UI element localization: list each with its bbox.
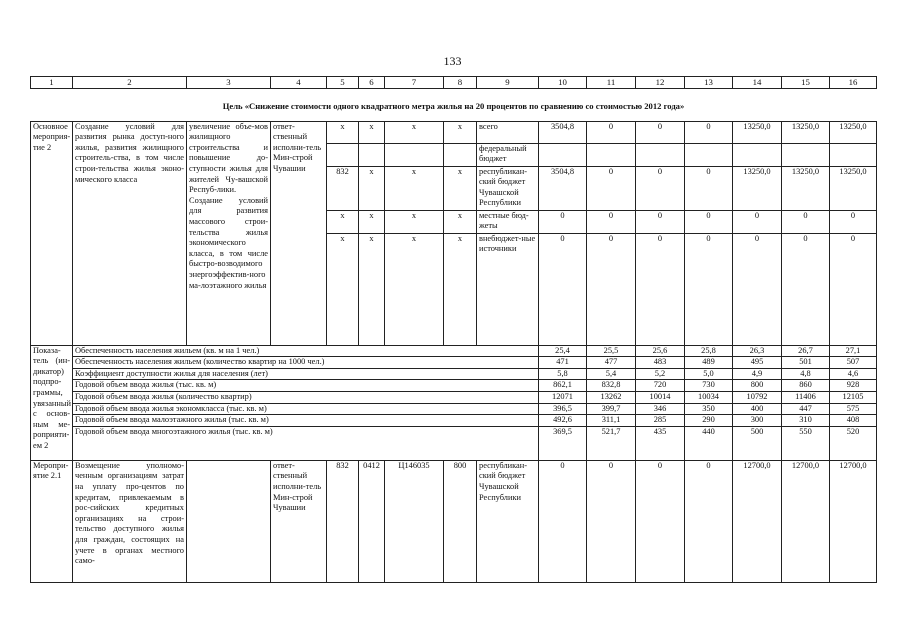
cell: 0	[587, 121, 636, 143]
cell	[444, 143, 477, 166]
col-header: 16	[830, 77, 877, 89]
col-header: 14	[733, 77, 782, 89]
cell: 0	[539, 233, 587, 345]
cell: 300	[733, 415, 782, 427]
table-row	[31, 460, 877, 582]
indicator-row	[31, 380, 877, 392]
cell: 27,1	[830, 345, 877, 357]
cell: 396,5	[539, 403, 587, 415]
cell: 832	[327, 166, 359, 210]
indicator-name: Годовой объем ввода жилья (количество квартир)	[73, 391, 539, 403]
cell	[327, 143, 359, 166]
activity-result	[187, 460, 271, 582]
goal-title: Цель «Снижение стоимости одного квадратного метра жилья на 20 процентов по сравнению со стоимостью 2012 года»	[31, 88, 877, 121]
cell: 0	[587, 233, 636, 345]
cell: 489	[685, 357, 733, 369]
funding-source: внебюджет-ные источники	[477, 233, 539, 345]
col-header: 6	[359, 77, 385, 89]
indicator-row	[31, 426, 877, 460]
col-header: 4	[271, 77, 327, 89]
cell	[685, 143, 733, 166]
cell: 492,6	[539, 415, 587, 427]
cell: 800	[444, 460, 477, 582]
cell: 0	[685, 210, 733, 233]
cell: 862,1	[539, 380, 587, 392]
cell: x	[359, 210, 385, 233]
measure-result: увеличение объе-мов жилищного строительства и повышение до-ступности жилья для жителей Чу-вашской Респуб-лики. Создание условий для развития массового строи-тельства жилья экономического класса, в том числе быстро-возводимого энергоэффектив-ного ма-лоэтажного жилья	[187, 121, 271, 345]
cell: x	[385, 210, 444, 233]
cell: 0	[830, 233, 877, 345]
cell: 800	[733, 380, 782, 392]
indicator-row	[31, 403, 877, 415]
cell: 408	[830, 415, 877, 427]
cell: 0	[636, 233, 685, 345]
indicator-name: Коэффициент доступности жилья для населения (лет)	[73, 368, 539, 380]
cell: 13250,0	[830, 121, 877, 143]
col-header: 8	[444, 77, 477, 89]
cell: 13250,0	[733, 166, 782, 210]
col-header: 7	[385, 77, 444, 89]
cell: 720	[636, 380, 685, 392]
indicator-row	[31, 345, 877, 357]
col-header: 9	[477, 77, 539, 89]
cell: 5,2	[636, 368, 685, 380]
funding-source: республикан-ский бюджет Чувашской Республики	[477, 166, 539, 210]
cell: 4,9	[733, 368, 782, 380]
cell: 13262	[587, 391, 636, 403]
cell: 26,3	[733, 345, 782, 357]
cell: 369,5	[539, 426, 587, 460]
page-number: 133	[443, 54, 462, 68]
cell: x	[385, 233, 444, 345]
column-header-row	[31, 77, 877, 89]
col-header: 2	[73, 77, 187, 89]
cell: 477	[587, 357, 636, 369]
cell: 483	[636, 357, 685, 369]
cell: 0	[685, 460, 733, 582]
cell: 0	[636, 460, 685, 582]
cell: x	[444, 210, 477, 233]
cell	[385, 143, 444, 166]
col-header: 13	[685, 77, 733, 89]
cell: 0	[685, 121, 733, 143]
funding-source: всего	[477, 121, 539, 143]
cell	[830, 143, 877, 166]
col-header: 1	[31, 77, 73, 89]
indicator-row	[31, 391, 877, 403]
cell: 13250,0	[733, 121, 782, 143]
indicator-name: Годовой объем ввода малоэтажного жилья (тыс. кв. м)	[73, 415, 539, 427]
cell: 26,7	[782, 345, 830, 357]
cell: 0	[782, 233, 830, 345]
cell: 311,1	[587, 415, 636, 427]
cell: x	[444, 166, 477, 210]
table-row	[31, 121, 877, 143]
cell: 0	[733, 210, 782, 233]
cell: 520	[830, 426, 877, 460]
cell: 346	[636, 403, 685, 415]
cell: 832	[327, 460, 359, 582]
measure-title: Основное мероприя-тие 2	[31, 121, 73, 345]
cell	[782, 143, 830, 166]
cell: Ц146035	[385, 460, 444, 582]
cell: 0	[782, 210, 830, 233]
cell: 447	[782, 403, 830, 415]
indicators-title: Показа-тель (ин-дикатор) подпро-граммы, увязанный с основ-ным ме-роприяти-ем 2	[31, 345, 73, 460]
budget-table	[30, 76, 877, 583]
cell: 0	[587, 166, 636, 210]
cell: 5,4	[587, 368, 636, 380]
cell: 13250,0	[782, 121, 830, 143]
cell: 0	[539, 460, 587, 582]
cell	[587, 143, 636, 166]
cell: 730	[685, 380, 733, 392]
cell: 507	[830, 357, 877, 369]
cell: 285	[636, 415, 685, 427]
cell: 0	[685, 166, 733, 210]
cell: x	[444, 121, 477, 143]
col-header: 11	[587, 77, 636, 89]
cell: 11406	[782, 391, 830, 403]
cell: x	[444, 233, 477, 345]
indicator-name: Годовой объем ввода многоэтажного жилья (тыс. кв. м)	[73, 426, 539, 460]
cell: 0	[587, 460, 636, 582]
col-header: 10	[539, 77, 587, 89]
cell	[359, 143, 385, 166]
cell: 13250,0	[782, 166, 830, 210]
cell	[636, 143, 685, 166]
funding-source: республикан-ский бюджет Чувашской Республики	[477, 460, 539, 582]
cell: x	[385, 166, 444, 210]
cell: 0	[636, 210, 685, 233]
cell: 13250,0	[830, 166, 877, 210]
indicator-name: Обеспеченность населения жильем (кв. м на 1 чел.)	[73, 345, 539, 357]
cell: 471	[539, 357, 587, 369]
indicator-row	[31, 368, 877, 380]
cell: 0	[685, 233, 733, 345]
cell: x	[327, 121, 359, 143]
activity-executor: ответ-ственный исполни-тель Мин-строй Чувашии	[271, 460, 327, 582]
funding-source: местные бюд-жеты	[477, 210, 539, 233]
indicator-row	[31, 357, 877, 369]
cell: 400	[733, 403, 782, 415]
cell: x	[359, 166, 385, 210]
cell: 10014	[636, 391, 685, 403]
cell: 10792	[733, 391, 782, 403]
cell: 3504,8	[539, 166, 587, 210]
cell: x	[359, 121, 385, 143]
measure-executor: ответ-ственный исполни-тель Мин-строй Чувашии	[271, 121, 327, 345]
cell: 350	[685, 403, 733, 415]
activity-name: Возмещение уполномо-ченным организациям затрат на уплату про-центов по кредитам, привлекаемым в рос-сийских кредитных организациях на строи-тельство доступного жилья для граждан, состоящих на учете в органах местного само-	[73, 460, 187, 582]
cell: 440	[685, 426, 733, 460]
cell: 501	[782, 357, 830, 369]
cell: 25,6	[636, 345, 685, 357]
cell: 0	[587, 210, 636, 233]
indicator-name: Обеспеченность населения жильем (количество квартир на 1000 чел.)	[73, 357, 539, 369]
cell: 25,4	[539, 345, 587, 357]
indicator-row	[31, 415, 877, 427]
cell: 3504,8	[539, 121, 587, 143]
cell: x	[385, 121, 444, 143]
funding-source: федеральный бюджет	[477, 143, 539, 166]
col-header: 12	[636, 77, 685, 89]
cell: x	[327, 233, 359, 345]
cell: 4,6	[830, 368, 877, 380]
cell: 12700,0	[782, 460, 830, 582]
cell: 495	[733, 357, 782, 369]
cell: 5,8	[539, 368, 587, 380]
cell: 500	[733, 426, 782, 460]
cell: 5,0	[685, 368, 733, 380]
cell: 12105	[830, 391, 877, 403]
measure-name: Создание условий для развития рынка доступ-ного жилья, развития жилищного строитель-ства, в том числе строи-тельства жилья эконо-мического класса	[73, 121, 187, 345]
cell: 12071	[539, 391, 587, 403]
cell: 12700,0	[733, 460, 782, 582]
goal-row	[31, 88, 877, 121]
cell: 928	[830, 380, 877, 392]
cell: 25,5	[587, 345, 636, 357]
cell: 860	[782, 380, 830, 392]
col-header: 15	[782, 77, 830, 89]
cell: 550	[782, 426, 830, 460]
col-header: 5	[327, 77, 359, 89]
indicator-name: Годовой объем ввода жилья (тыс. кв. м)	[73, 380, 539, 392]
cell: 12700,0	[830, 460, 877, 582]
cell: 399,7	[587, 403, 636, 415]
cell: 0	[539, 210, 587, 233]
cell: 0	[733, 233, 782, 345]
cell: 575	[830, 403, 877, 415]
cell: 435	[636, 426, 685, 460]
cell: x	[327, 210, 359, 233]
indicator-name: Годовой объем ввода жилья экономкласса (тыс. кв. м)	[73, 403, 539, 415]
cell: 10034	[685, 391, 733, 403]
cell: 0	[636, 121, 685, 143]
col-header: 3	[187, 77, 271, 89]
cell	[733, 143, 782, 166]
activity-title: Меропри-ятие 2.1	[31, 460, 73, 582]
cell: 0412	[359, 460, 385, 582]
cell: 0	[636, 166, 685, 210]
cell: 4,8	[782, 368, 830, 380]
cell: x	[359, 233, 385, 345]
cell: 832,8	[587, 380, 636, 392]
cell: 310	[782, 415, 830, 427]
cell: 290	[685, 415, 733, 427]
cell: 521,7	[587, 426, 636, 460]
cell	[539, 143, 587, 166]
cell: 25,8	[685, 345, 733, 357]
cell: 0	[830, 210, 877, 233]
